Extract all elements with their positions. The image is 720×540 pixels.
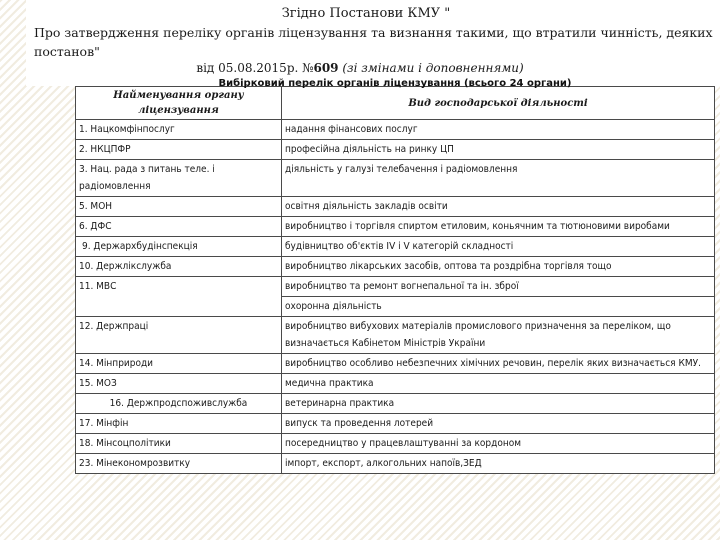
table-row (76, 197, 715, 217)
activity-cell: виробництво і торгівля спиртом етиловим, коньячним та тютюновими виробами (282, 217, 715, 237)
activity-cell: виробництво вибухових матеріалів промислового призначення за переліком, що визначається Кабінетом Міністрів України (282, 317, 715, 354)
activity-cell: охоронна діяльність (282, 297, 715, 317)
table-row (76, 317, 715, 354)
activity-cell: медична практика (282, 374, 715, 394)
table-row (76, 454, 715, 474)
authority-cell: 10. Держлікслужба (76, 257, 282, 277)
authority-cell: 3. Нац. рада з питань теле. і радіомовлення (76, 160, 282, 197)
activity-cell: посередництво у працевлаштуванні за кордоном (282, 434, 715, 454)
activity-cell: освітня діяльність закладів освіти (282, 197, 715, 217)
activity-cell: виробництво особливо небезпечних хімічних речовин, перелік яких визначається КМУ. (282, 354, 715, 374)
header-activity: Вид господарської діяльності (282, 87, 715, 120)
table-row (76, 217, 715, 237)
authority-cell: 15. МОЗ (76, 374, 282, 394)
authority-cell: 23. Мінекономрозвитку (76, 454, 282, 474)
table-row (76, 140, 715, 160)
table-row (76, 354, 715, 374)
activity-cell: ветеринарна практика (282, 394, 715, 414)
decree-date: від 05.08.2015р. № (196, 61, 314, 75)
table-row (76, 237, 715, 257)
table-subtitle: Вибірковий перелік органів ліцензування (всього 24 органи) (218, 78, 572, 89)
table-row (76, 374, 715, 394)
authority-cell: 16. Держпродспоживслужба (76, 394, 282, 414)
table-row (76, 257, 715, 277)
decree-number: 609 (313, 61, 339, 75)
authority-cell: 12. Держпраці (76, 317, 282, 354)
authority-cell: 5. МОН (76, 197, 282, 217)
authority-cell: 1. Нацкомфінпослуг (76, 120, 282, 140)
licensing-table (75, 86, 715, 474)
table-row (76, 160, 715, 197)
table-header-row (76, 87, 715, 120)
activity-cell: випуск та проведення лотерей (282, 414, 715, 434)
authority-cell: 9. Держархбудінспекція (76, 237, 282, 257)
header-authority: Найменування органу ліцензування (76, 87, 282, 120)
authority-cell: 2. НКЦПФР (76, 140, 282, 160)
decree-title: Про затвердження переліку органів ліцензування та визнання такими, що втратили чинність, деяких постанов" (34, 25, 713, 59)
activity-cell: імпорт, експорт, алкогольних напоїв,ЗЕД (282, 454, 715, 474)
authority-cell: 18. Мінсоцполітики (76, 434, 282, 454)
activity-cell: виробництво лікарських засобів, оптова та роздрібна торгівля тощо (282, 257, 715, 277)
authority-cell: 11. МВС (76, 277, 282, 317)
authority-cell: 6. ДФС (76, 217, 282, 237)
decree-date-line (0, 61, 720, 75)
activity-cell: виробництво та ремонт вогнепальної та ін. зброї (282, 277, 715, 297)
decree-reference: Згідно Постанови КМУ " (281, 6, 451, 21)
table-row (76, 277, 715, 297)
authority-cell: 17. Мінфін (76, 414, 282, 434)
table-row (76, 434, 715, 454)
decree-note: (зі змінами і доповненнями) (342, 61, 524, 75)
table-row (76, 120, 715, 140)
activity-cell: надання фінансових послуг (282, 120, 715, 140)
activity-cell: професійна діяльність на ринку ЦП (282, 140, 715, 160)
authority-cell: 14. Мінприроди (76, 354, 282, 374)
activity-cell: будівництво об'єктів IV і V категорій складності (282, 237, 715, 257)
table-row (76, 394, 715, 414)
activity-cell: діяльність у галузі телебачення і радіомовлення (282, 160, 715, 197)
table-row (76, 414, 715, 434)
